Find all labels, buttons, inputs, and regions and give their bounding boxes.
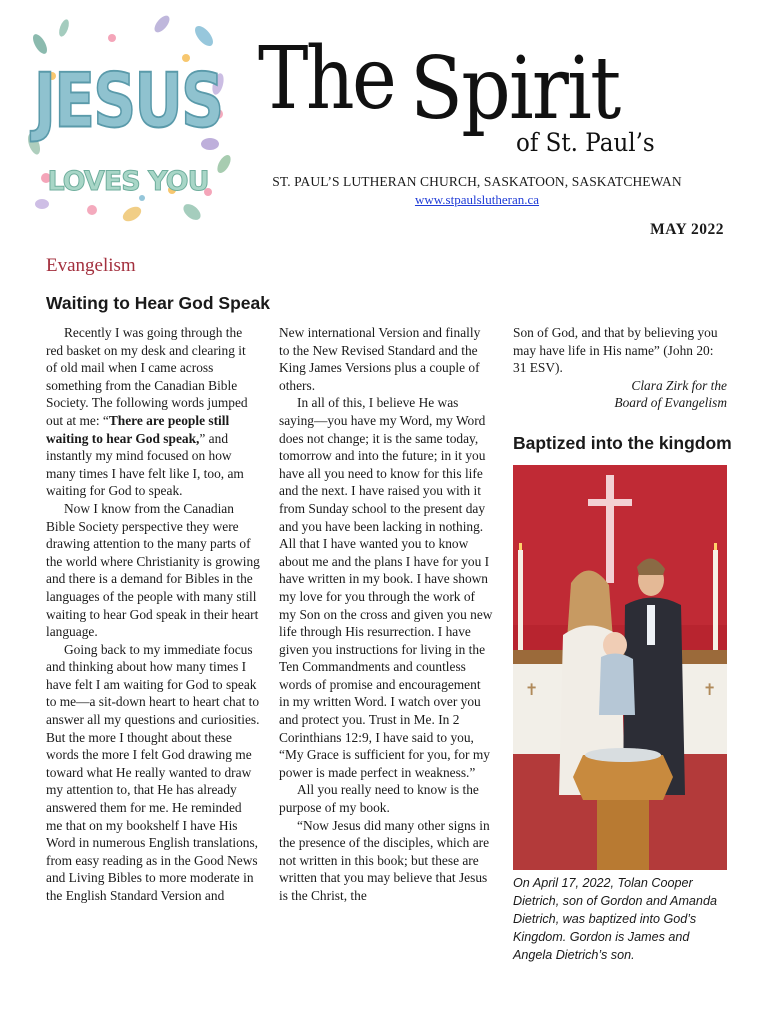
article-paragraph: Son of God, and that by believing you may have life in His name” (John 20: 31 ESV). (513, 325, 718, 376)
masthead-spirit: Spirit (410, 39, 620, 139)
article-column-1 (46, 324, 260, 905)
author-signature-line-2: Board of Evangelism (614, 395, 727, 411)
quote-highlight: There are people still waiting to hear God speak, (46, 412, 230, 446)
logo-loves-you-text: LOVES YOU (47, 166, 209, 197)
masthead-title (258, 29, 728, 166)
baptism-photo-illustration (513, 465, 727, 870)
section-title: Evangelism (46, 255, 136, 276)
masthead-the: The (258, 29, 395, 129)
article-paragraph: New international Version and finally to the New Revised Standard and the King James Versions plus a couple of others. (279, 325, 481, 393)
masthead-subtitle: of St. Paul’s (516, 128, 655, 157)
photo-caption: On April 17, 2022, Tolan Cooper Dietrich, son of Gordon and Amanda Dietrich, was baptized into God’s Kingdom. Gordon is James and Angela Dietrich’s son. (513, 876, 717, 962)
sidebar-heading: Baptized into the kingdom (513, 433, 732, 453)
baptism-photo (513, 465, 727, 870)
jesus-loves-you-logo (22, 14, 234, 226)
article-column-2 (279, 324, 493, 905)
author-signature-line-1: Clara Zirk for the (631, 377, 727, 393)
logo-jesus-text: JESUS (33, 58, 223, 146)
article-paragraph: In all of this, I believe He was saying—you have my Word, my Word does not change; it is the same today, tomorrow and into the future; in it you have all you need to know for this life and the next. I have raised you with it from Sunday school to the present day and you have been lacking in nothing. All that I have wanted you to know about me and the plans I have for you I have written in my book. I have shown my love for you through the work of my Son on the cross and given you new life through His resurrection. I have given you instructions for living in the Ten Commandments and countless words of promise and encouragement in my written Word. I watch over you and protect you. Trust in Me. In 2 Corinthians 12:9, I have said to you, “My Grace is sufficient for you, for my power is made perfect in weakness.” (279, 395, 493, 780)
issue-date: MAY 2022 (650, 221, 724, 238)
church-website-link[interactable]: www.stpaulslutheran.ca (414, 192, 540, 207)
svg-text:✝: ✝ (703, 680, 717, 699)
article-paragraph: All you really need to know is the purpose of my book. (279, 782, 479, 816)
article-paragraph: “Now Jesus did many other signs in the presence of the disciples, which are not written in this book; but these are written that you may believe that Jesus is the Christ, the (279, 817, 490, 903)
church-name: ST. PAUL’S LUTHERAN CHURCH, SASKATOON, SASKATCHEWAN (272, 174, 682, 189)
article-title: Waiting to Hear God Speak (46, 293, 270, 313)
article-paragraph: Recently I was going through the red basket on my desk and clearing it of old mail when I came across something from the Canadian Bible Society. The following words jumped out at me: “There are people still waiting to hear God speak,” and instantly my mind focused on how many times I have felt like I, too, am waiting for God to speak. (46, 325, 248, 499)
svg-text:✝: ✝ (525, 680, 539, 699)
article-paragraph: Now I know from the Canadian Bible Society perspective they were drawing attention to the many parts of the world where Christianity is growing and there is a demand for Bibles in the languages of the people with many still waiting to hear God speak in their heart language. (46, 500, 260, 640)
floral-logo-illustration (22, 14, 234, 226)
article-column-3 (513, 324, 727, 412)
article-paragraph: Going back to my immediate focus and thinking about how many times I have felt I am waiting for God to speak to me—a sit-down heart to heart chat to answer all my questions and curiosities. But the more I thought about these words the more I felt God drawing me toward what He really wanted to draw my attention to, that He has already answered them for me. He reminded me that on my bookshelf I have His Word in numerous English translations, from easy reading as in the Good News and Living Bibles to more moderate in the English Standard Version and (46, 641, 260, 903)
